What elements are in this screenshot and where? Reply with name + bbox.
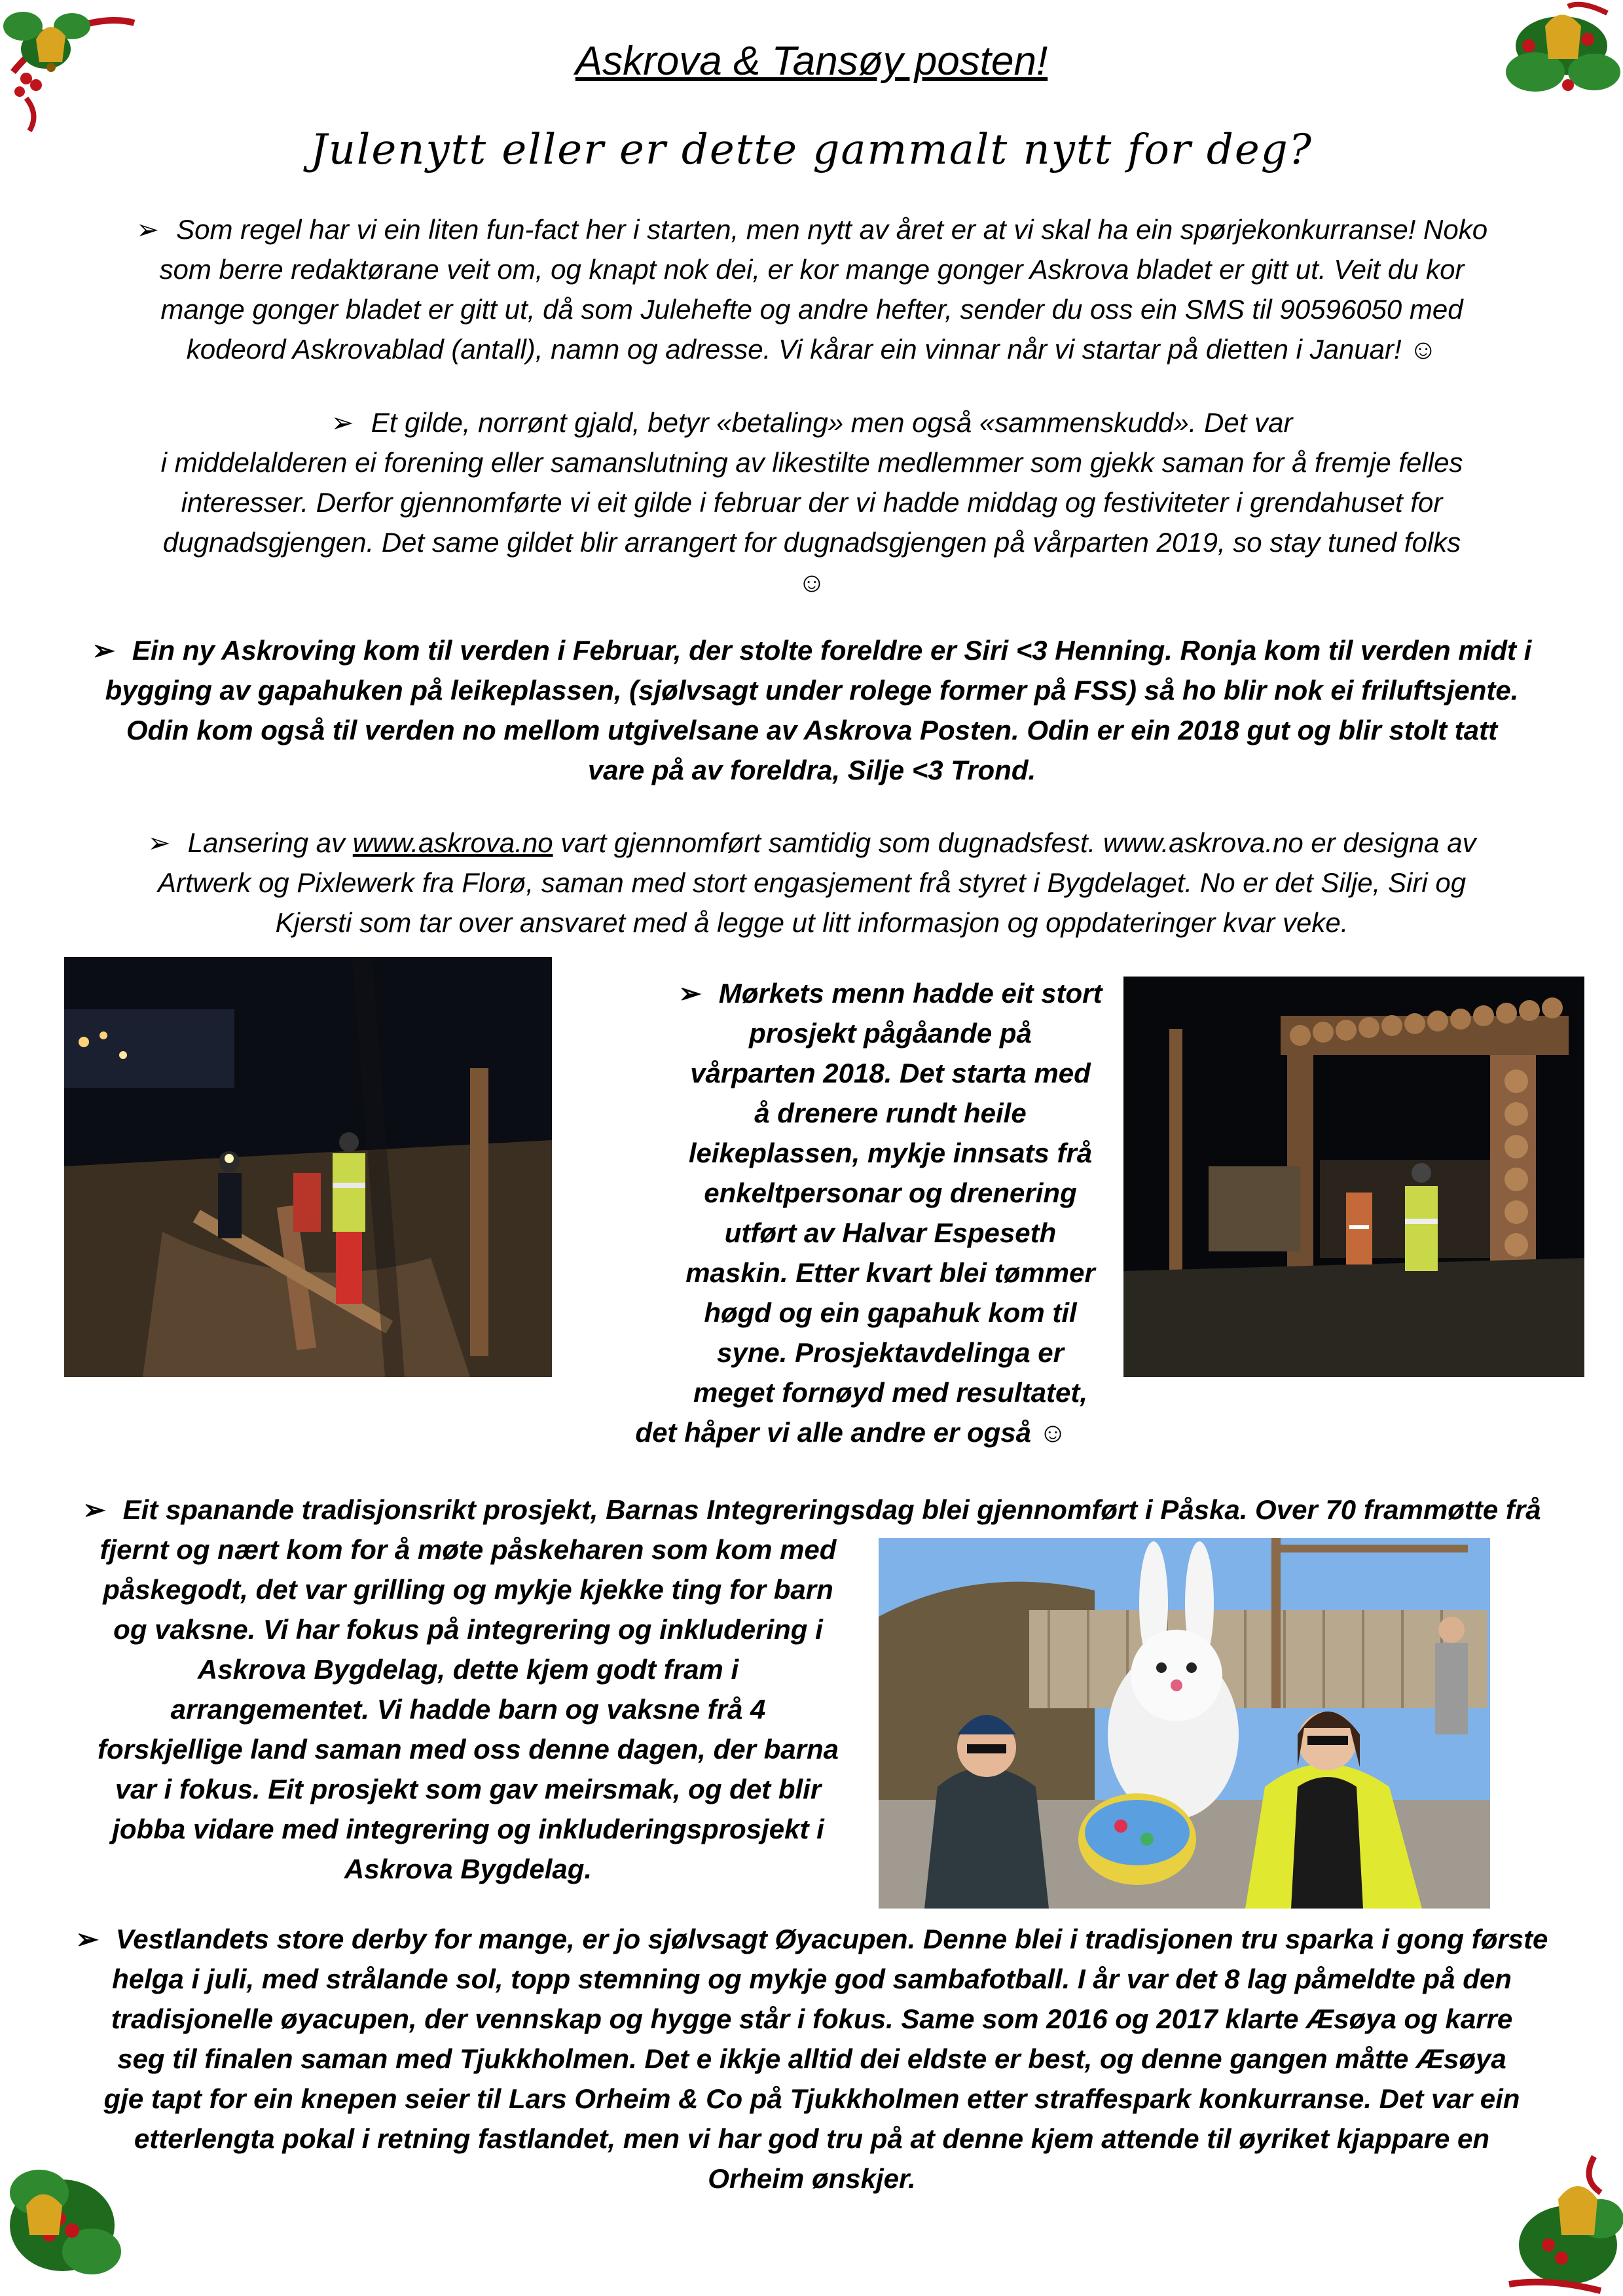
easter-bunny-photo	[879, 1538, 1490, 1909]
news-line: jobba vidare med integrering og inkluderingsprosjekt i	[112, 1814, 824, 1844]
arrow-bullet-icon: ➢	[92, 635, 115, 666]
news-line: høgd og ein gapahuk kom til	[704, 1297, 1077, 1328]
news-line: påskegodt, det var grilling og mykje kjekke ting for barn	[103, 1574, 833, 1605]
news-line: kodeord Askrovablad (antall), namn og adresse. Vi kårar ein vinnar når vi startar på dietten i Januar! ☺	[186, 334, 1438, 365]
news-item-quiz	[59, 209, 1565, 369]
news-line: Askrova Bygdelag, dette kjem godt fram i	[197, 1654, 739, 1685]
news-line: etterlengta pokal i retning fastlandet, men vi har god tru på at denne kjem attende til øyriket kjappare en	[134, 2123, 1490, 2154]
news-line: og vaksne. Vi har fokus på integrering og inkludering i	[113, 1614, 823, 1645]
news-line: mange gonger bladet er gitt ut, då som Julehefte og andre hefter, sender du oss ein SMS til 90596050 med	[160, 294, 1463, 325]
smiley-icon: ☺	[797, 567, 826, 598]
news-line: dugnadsgjengen. Det same gildet blir arrangert for dugnadsgjengen på vårparten 2019, so stay tuned folks	[162, 527, 1461, 558]
news-line: vårparten 2018. Det starta med	[690, 1058, 1091, 1088]
news-line: å drenere rundt heile	[754, 1098, 1027, 1128]
news-line: ➢ Mørkets menn hadde eit stort	[576, 973, 1205, 1013]
smiley-icon: ☺	[1409, 334, 1438, 365]
arrow-bullet-icon: ➢	[147, 827, 171, 858]
website-link[interactable]: www.askrova.no	[352, 827, 553, 858]
news-item-integration-day-heading	[52, 1490, 1571, 1530]
news-line: Artwerk og Pixlewerk fra Florø, saman med stort engasjement frå styret i Bygdelaget. No er det Silje, Siri og	[157, 867, 1467, 898]
arrow-bullet-icon: ➢	[136, 214, 160, 245]
night-drainage-photo	[64, 957, 552, 1377]
news-item-integration-day	[85, 1530, 851, 1889]
news-item-births	[59, 630, 1565, 790]
page-subtitle: Julenytt eller er dette gammalt nytt for deg?	[310, 126, 1313, 174]
news-line: Askrova Bygdelag.	[344, 1854, 593, 1884]
news-line: seg til finalen saman med Tjukkholmen. Det e ikkje alltid dei eldste er best, og denne gangen måtte Æsøya	[117, 2043, 1506, 2074]
news-line: utført av Halvar Espeseth	[724, 1217, 1057, 1248]
news-line: Orheim ønskjer.	[708, 2163, 916, 2194]
news-line: gje tapt for ein knepen seier til Lars Orheim & Co på Tjukkholmen etter straffespark konkurranse. Det var ein	[103, 2083, 1520, 2114]
arrow-bullet-icon: ➢	[82, 1494, 106, 1525]
news-item-project	[576, 973, 1205, 1452]
news-item-oyacup	[52, 1919, 1571, 2198]
news-line: ➢ Lansering av www.askrova.no vart gjennomført samtidig som dugnadsfest. www.askrova.no er designa av	[59, 823, 1565, 863]
page-title: Askrova & Tansøy posten!	[575, 39, 1048, 84]
news-line: bygging av gapahuken på leikeplassen, (sjølvsagt under rolege former på FSS) så ho blir nok ei friluftsjente.	[105, 675, 1519, 706]
arrow-bullet-icon: ➢	[678, 978, 702, 1009]
news-line: fjernt og nært kom for å møte påskeharen som kom med	[100, 1534, 837, 1565]
news-line: ➢ Et gilde, norrønt gjald, betyr «betaling» men også «sammenskudd». Det var	[59, 403, 1565, 442]
news-line: maskin. Etter kvart blei tømmer	[685, 1257, 1095, 1288]
news-line: interesser. Derfor gjennomførte vi eit gilde i februar der vi hadde middag og festiviteter i grendahuset for	[181, 487, 1443, 518]
news-line: Kjersti som tar over ansvaret med å legge ut litt informasjon og oppdateringer kvar veke.	[275, 907, 1349, 938]
news-line: vare på av foreldra, Silje <3 Trond.	[587, 755, 1036, 785]
arrow-bullet-icon: ➢	[331, 407, 354, 438]
news-line: arrangementet. Vi hadde barn og vaksne frå 4	[170, 1694, 766, 1725]
news-line: Odin kom også til verden no mellom utgivelsane av Askrova Posten. Odin er ein 2018 gut og blir stolt tatt	[126, 715, 1498, 745]
news-line: meget fornøyd med resultatet,	[693, 1377, 1088, 1408]
arrow-bullet-icon: ➢	[75, 1924, 99, 1954]
news-line: tradisjonelle øyacupen, der vennskap og hygge står i fokus. Same som 2016 og 2017 klarte Æsøya og karre	[111, 2003, 1513, 2034]
news-line: leikeplassen, mykje innsats frå	[688, 1138, 1093, 1168]
news-line: syne. Prosjektavdelinga er	[717, 1337, 1064, 1368]
news-line: ➢ Ein ny Askroving kom til verden i Februar, der stolte foreldre er Siri <3 Henning. Ronja kom til verden midt i	[59, 630, 1565, 670]
news-line: enkeltpersonar og drenering	[704, 1177, 1077, 1208]
news-line: ➢ Vestlandets store derby for mange, er jo sjølvsagt Øyacupen. Denne blei i tradisjonen tru sparka i gong første	[52, 1919, 1571, 1959]
gapahuk-night-photo	[1123, 977, 1584, 1377]
news-line: prosjekt pågåande på	[749, 1018, 1032, 1049]
news-line: var i fokus. Eit prosjekt som gav meirsmak, og det blir	[115, 1774, 822, 1804]
news-line: i middelalderen ei forening eller samanslutning av likestilte medlemmer som gjekk saman for å fremje felles	[160, 447, 1463, 478]
news-line: forskjellige land saman med oss denne dagen, der barna	[97, 1734, 839, 1765]
news-line: helga i juli, med strålande sol, topp stemning og mykje god sambafotball. I år var det 8 lag påmeldte på den	[112, 1964, 1512, 1994]
news-line: ➢ Som regel har vi ein liten fun-fact her i starten, men nytt av året er at vi skal ha ein spørjekonkurranse! Noko	[59, 209, 1565, 249]
news-item-gilde	[59, 403, 1565, 602]
news-line: som berre redaktørane veit om, og knapt nok dei, er kor mange gonger Askrova bladet er gitt ut. Veit du kor	[159, 254, 1465, 285]
news-line: ➢ Eit spanande tradisjonsrikt prosjekt, Barnas Integreringsdag blei gjennomført i Påska. Over 70 frammøtte frå	[52, 1490, 1571, 1530]
news-line: det håper vi alle andre er også ☺	[635, 1417, 1067, 1448]
news-item-website	[59, 823, 1565, 942]
smiley-icon: ☺	[1038, 1417, 1067, 1448]
